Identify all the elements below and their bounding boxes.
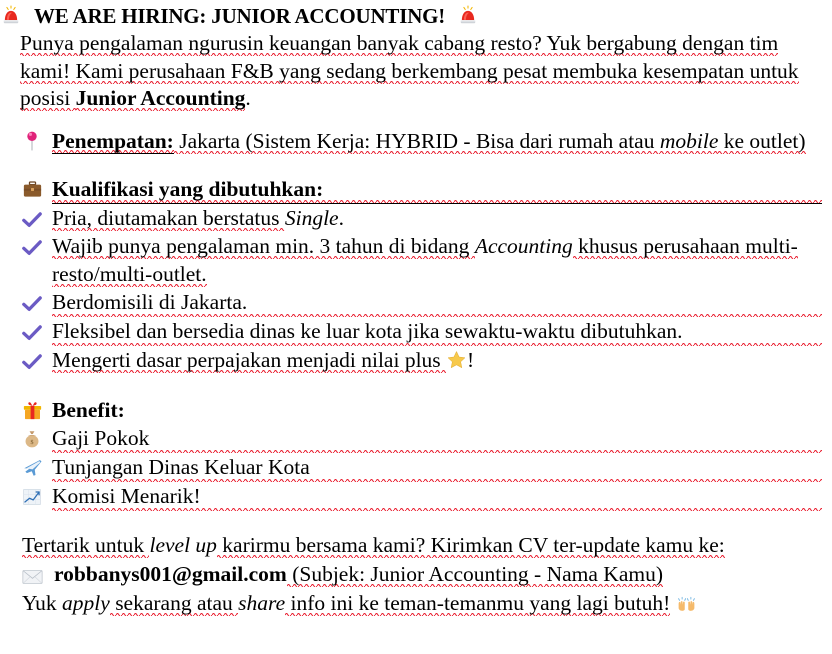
placement-text: [52, 127, 822, 155]
check-mark-icon: [22, 318, 52, 346]
qualifications-heading: Kualifikasi yang dibutuhkan:: [52, 175, 822, 204]
qual-2-pre: Berdomisili di Jakarta.: [52, 288, 822, 317]
qual-3-pre: Fleksibel dan bersedia dinas ke luar kota jika sewaktu-waktu dibutuhkan.: [52, 317, 822, 346]
police-car-light-icon: [0, 3, 22, 29]
raising-hands-icon: [676, 591, 697, 615]
benefit-item-label: Gaji Pokok: [52, 424, 822, 453]
cta-post: karirmu bersama kami? Kirimkan CV ter-update kamu ke:: [216, 532, 725, 557]
qual-1-pre: Wajib punya pengalaman min. 3 tahun di bidang: [52, 233, 475, 258]
wrapped-gift-icon: [22, 397, 52, 425]
check-mark-icon: [22, 205, 52, 233]
qualification-item-text: [52, 232, 822, 288]
closing-section: [0, 531, 832, 618]
round-pushpin-icon: [22, 128, 52, 156]
share-mid: sekarang atau: [109, 590, 239, 615]
share-post: info ini ke teman-temanmu yang lagi butuh!: [285, 590, 671, 615]
email-address[interactable]: robbanys001@gmail.com: [54, 561, 287, 586]
placement-value-post: ke outlet): [718, 128, 806, 153]
placement-value-italic: mobile: [659, 128, 719, 153]
qualification-item: [0, 346, 832, 374]
benefit-item: [0, 482, 832, 511]
briefcase-icon: [22, 176, 52, 204]
share-line: [22, 589, 822, 618]
benefit-item-label: Komisi Menarik!: [52, 482, 822, 511]
benefit-item-label: Tunjangan Dinas Keluar Kota: [52, 453, 822, 482]
qual-4-post: !: [467, 347, 475, 372]
intro-text-part1: Punya pengalaman ngurusin keuangan banyak cabang resto? Yuk bergabung dengan tim kami! Kami perusahaan F&B yang sedang berkembang pesat membuka kesempatan untuk posisi: [20, 31, 799, 110]
police-car-light-icon: [457, 3, 479, 29]
money-bag-icon: [22, 425, 52, 453]
qualification-item: [0, 232, 832, 288]
qualifications-heading-row: [0, 175, 832, 204]
qual-0-post: .: [338, 205, 344, 230]
chart-increasing-icon: [22, 483, 52, 511]
qual-1-italic: Accounting: [474, 233, 573, 258]
page-title: [0, 0, 832, 29]
email-text[interactable]: [54, 560, 663, 589]
intro-paragraph: [0, 30, 832, 113]
qualification-item-text: [52, 346, 822, 374]
qual-0-italic: Single: [284, 205, 339, 230]
intro-role-bold: Junior Accounting: [75, 86, 246, 110]
star-icon: [446, 348, 467, 372]
benefit-item: [0, 424, 832, 453]
qual-1-post: khusus perusahaan multi-resto/multi-outlet.: [52, 233, 798, 286]
benefit-item: [0, 453, 832, 482]
qualification-item: [0, 204, 832, 232]
benefit-heading: Benefit:: [52, 397, 125, 422]
email-line: [22, 560, 822, 589]
qual-4-pre: Mengerti dasar perpajakan menjadi nilai plus: [52, 347, 447, 372]
benefit-heading-row: [0, 396, 832, 424]
page-title-text: WE ARE HIRING: JUNIOR ACCOUNTING!: [34, 4, 446, 28]
placement-value-pre: Jakarta (Sistem Kerja: HYBRID - Bisa dari rumah atau: [173, 128, 660, 153]
qualification-item: [0, 288, 832, 317]
placement-row: [0, 127, 832, 155]
airplane-icon: [22, 454, 52, 482]
envelope-icon: [22, 561, 54, 590]
qual-0-pre: Pria, diutamakan berstatus: [52, 205, 285, 230]
qualification-item: [0, 317, 832, 346]
closing-cta-line: [22, 531, 822, 560]
intro-text-part2: .: [245, 86, 251, 110]
share-italic-2: share: [238, 590, 286, 615]
check-mark-icon: [22, 289, 52, 317]
cta-italic: level up: [149, 532, 217, 557]
svg-text:$: $: [30, 439, 34, 446]
cta-pre: Tertarik untuk: [22, 532, 150, 557]
email-subject-note: (Subjek: Junior Accounting - Nama Kamu): [286, 561, 664, 586]
placement-label: Penempatan:: [52, 128, 174, 153]
share-italic-1: apply: [62, 590, 110, 615]
share-pre: Yuk: [22, 590, 63, 615]
qualification-item-text: [52, 204, 822, 232]
check-mark-icon: [22, 233, 52, 261]
check-mark-icon: [22, 347, 52, 375]
